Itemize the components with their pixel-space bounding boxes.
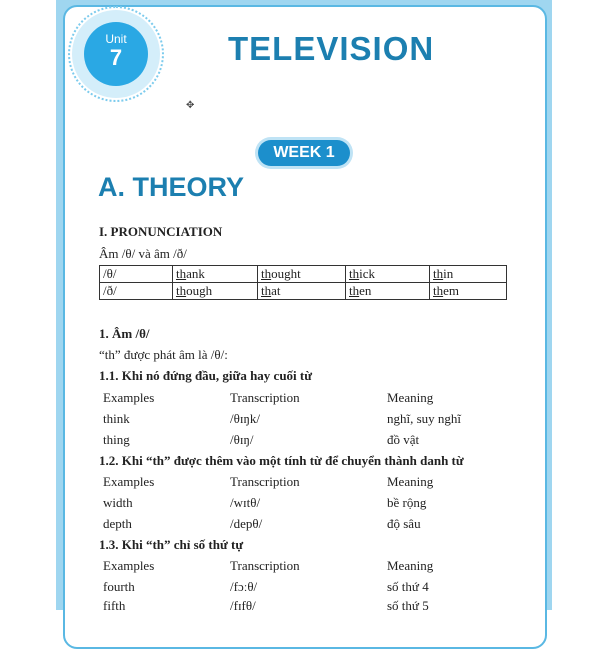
unit-badge (84, 22, 148, 86)
table-cell: thought (258, 266, 346, 283)
section1-desc: “th” được phát âm là /θ/: (99, 347, 228, 362)
table-cell: thick (346, 266, 430, 283)
example-meaning: đồ vật (387, 432, 420, 447)
col-header-meaning: Meaning (387, 474, 434, 489)
example-transcription: /θɪŋk/ (230, 411, 260, 426)
col-header-meaning: Meaning (387, 558, 434, 573)
table-cell: thin (430, 266, 507, 283)
example-word: fourth (103, 579, 135, 594)
unit-number: 7 (109, 45, 123, 70)
subsection-heading: 1.2. Khi “th” được thêm vào một tính từ để chuyển thành danh từ (99, 453, 464, 468)
theory-heading: A. THEORY (98, 172, 245, 202)
pronunciation-table (99, 265, 507, 300)
example-transcription: /wɪtθ/ (230, 495, 261, 510)
section1-heading: 1. Âm /θ/ (99, 326, 150, 341)
col-header-examples: Examples (103, 558, 155, 573)
col-header-examples: Examples (103, 474, 155, 489)
table-cell: that (258, 283, 346, 300)
pronunciation-heading: I. PRONUNCIATION (99, 224, 223, 239)
example-word: thing (103, 432, 130, 447)
example-meaning: bề rộng (387, 495, 427, 510)
subsection-heading: 1.1. Khi nó đứng đầu, giữa hay cuối từ (99, 368, 313, 383)
week-badge: WEEK 1 (258, 140, 350, 166)
col-header-transcription: Transcription (230, 390, 300, 405)
col-header-examples: Examples (103, 390, 155, 405)
example-transcription: /θɪŋ/ (230, 432, 254, 447)
table-cell: then (346, 283, 430, 300)
unit-label: Unit (105, 32, 127, 46)
example-meaning: số thứ 4 (387, 579, 429, 594)
table-row (100, 283, 507, 300)
pronunciation-intro: Âm /θ/ và âm /ð/ (99, 246, 187, 261)
col-header-meaning: Meaning (387, 390, 434, 405)
table-cell: thank (173, 266, 258, 283)
example-word: think (103, 411, 130, 426)
example-meaning: độ sâu (387, 516, 421, 531)
table-cell: /θ/ (100, 266, 173, 283)
example-meaning: số thứ 5 (387, 598, 429, 613)
col-header-transcription: Transcription (230, 474, 300, 489)
table-cell: /ð/ (100, 283, 173, 300)
page-title: TELEVISION (228, 30, 435, 67)
col-header-transcription: Transcription (230, 558, 300, 573)
example-meaning: nghĩ, suy nghĩ (387, 411, 462, 426)
example-transcription: /depθ/ (230, 516, 263, 531)
example-word: width (103, 495, 133, 510)
subsection-heading: 1.3. Khi “th” chỉ số thứ tự (99, 537, 244, 552)
example-transcription: /fɔːθ/ (230, 579, 258, 594)
example-word: fifth (103, 598, 126, 613)
table-cell: though (173, 283, 258, 300)
example-word: depth (103, 516, 132, 531)
mouse-cursor-icon: ✥ (186, 100, 195, 111)
table-row (100, 266, 507, 283)
table-cell: them (430, 283, 507, 300)
example-transcription: /fɪfθ/ (230, 598, 256, 613)
